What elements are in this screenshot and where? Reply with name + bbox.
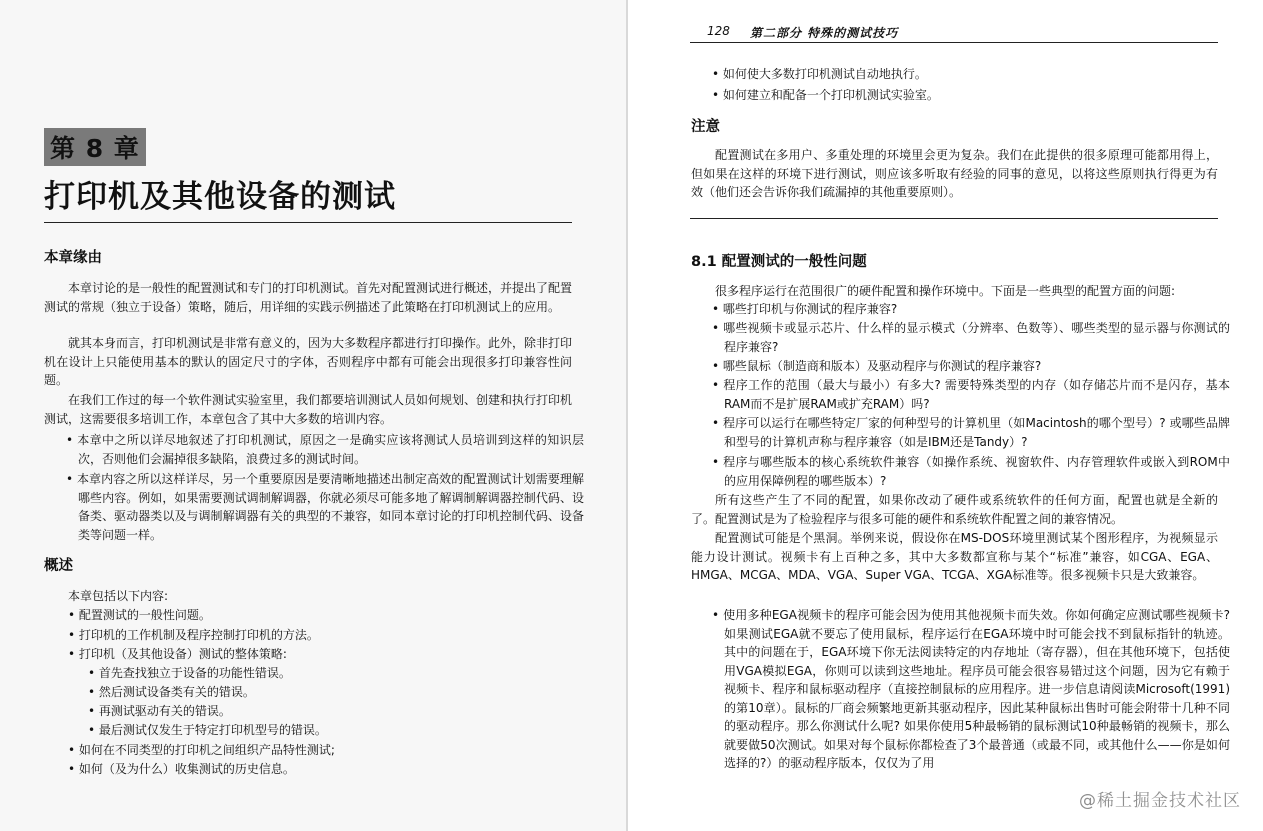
list-item: • 配置测试的一般性问题。 — [68, 608, 211, 622]
overview-intro: 本章包括以下内容: — [68, 589, 169, 603]
bullet-paragraph: • 程序与哪些版本的核心系统软件兼容（如操作系统、视窗软件、内存管理软件或嵌入到ROM中的应用保障例程的哪些版本）? — [712, 455, 1230, 488]
note-text: 配置测试在多用户、多重处理的环境里会更为复杂。我们在此提供的很多原理可能都用得上，但如果在这样的环境下进行测试，则应该多听取有经验的同事的意见，以将这些原则执行得更为有效（他们还会告诉你我们疏漏掉的其他重要原则）。 — [691, 148, 1218, 199]
list-item: • 如何（及为什么）收集测试的历史信息。 — [68, 762, 295, 776]
list-item: • 再测试驱动有关的错误。 — [88, 704, 231, 718]
paragraph: 所有这些产生了不同的配置，如果你改动了硬件或系统软件的任何方面，配置也就是全新的了。配置测试是为了检验程序与很多可能的硬件和系统软件配置之间的兼容情况。 — [691, 493, 1218, 526]
running-head: 第二部分 特殊的测试技巧 — [750, 26, 899, 40]
section-heading-8-1: 8.1 配置测试的一般性问题 — [691, 254, 867, 270]
note-heading: 注意 — [691, 119, 720, 135]
list-item: • 打印机（及其他设备）测试的整体策略: — [68, 647, 287, 661]
chapter-label: 第 8 章 — [44, 128, 146, 166]
bullet-paragraph: • 哪些鼠标（制造商和版本）及驱动程序与你测试的程序兼容? — [712, 359, 1042, 373]
list-item: • 如何使大多数打印机测试自动地执行。 — [712, 67, 927, 81]
bullet-paragraph: • 程序工作的范围（最大与最小）有多大? 需要特殊类型的内存（如存储芯片而不是闪存，基本RAM而不是扩展RAM或扩充RAM）吗? — [712, 378, 1230, 411]
section-intro: 很多程序运行在范围很广的硬件配置和操作环境中。下面是一些典型的配置方面的问题: — [715, 284, 1176, 298]
paragraph: 就其本身而言，打印机测试是非常有意义的，因为大多数程序都进行打印操作。此外，除非打印机在设计上只能使用基本的默认的固定尺寸的字体，否则程序中都有可能会出现很多打印兼容性问题。 — [44, 336, 573, 387]
bullet-paragraph: • 本章中之所以详尽地叙述了打印机测试，原因之一是确实应该将测试人员培训到这样的知识层次，否则他们会漏掉很多缺陷，浪费过多的测试时间。 — [66, 433, 584, 466]
bullet-paragraph: • 本章内容之所以这样详尽，另一个重要原因是要清晰地描述出制定高效的配置测试计划需要理解哪些内容。例如，如果需要测试调制解调器，你就必须尽可能多地了解调制解调器控制代码、设备类、驱动器类以及与调制解调器有关的典型的不兼容，如同本章讨论的打印机控制代码、设备类等问题一样。 — [66, 472, 584, 542]
paragraph: 本章讨论的是一般性的配置测试和专门的打印机测试。首先对配置测试进行概述，并提出了配置测试的常规（独立于设备）策略，随后，用详细的实践示例描述了此策略在打印机测试上的应用。 — [44, 281, 573, 314]
bullet-paragraph: • 哪些打印机与你测试的程序兼容? — [712, 302, 898, 316]
bullet-paragraph: • 哪些视频卡或显示芯片、什么样的显示模式（分辨率、色数等）、哪些类型的显示器与你测试的程序兼容? — [712, 321, 1230, 354]
section-heading-reason: 本章缘由 — [44, 250, 102, 266]
paragraph: 在我们工作过的每一个软件测试实验室里，我们都要培训测试人员如何规划、创建和执行打印机测试，这需要很多培训工作，本章包含了其中大多数的培训内容。 — [44, 393, 573, 426]
bullet-paragraph: • 使用多种EGA视频卡的程序可能会因为使用其他视频卡而失效。你如何确定应测试哪些视频卡? 如果测试EGA就不要忘了使用鼠标，程序运行在EGA环境中时可能会找不到鼠标指针的轨迹。其中的问题在于，EGA环境下你无法阅读特定的内存地址（寄存器），但在其他环境下，包括使用VGA模拟EGA，你则可以读到这些地址。程序员可能会很容易错过这个问题，因为它有赖于视频卡、程序和鼠标驱动程序（直接控制鼠标的应用程序。进一步信息请阅读Microsoft(1991)的第10章）。鼠标的厂商会频繁地更新其驱动程序，因此某种鼠标出售时可能会附带十几种不同的驱动程序。那么你测试什么呢? 如果你使用5种最畅销的鼠标测试10种最畅销的视频卡，那么就要做50次测试。如果对每个鼠标你都检查了3个最普通（或最不同，或其他什么——你是如何选择的?）的驱动程序版本，仅仅为了用 — [712, 608, 1230, 770]
bullet-paragraph: • 程序可以运行在哪些特定厂家的何种型号的计算机里（如Macintosh的哪个型号）? 或哪些品牌和型号的计算机声称与程序兼容（如是IBM还是Tandy）? — [712, 416, 1230, 449]
list-item: • 打印机的工作机制及程序控制打印机的方法。 — [68, 628, 319, 642]
list-item: • 如何建立和配备一个打印机测试实验室。 — [712, 88, 939, 102]
list-item: • 首先查找独立于设备的功能性错误。 — [88, 666, 291, 680]
note-divider — [690, 218, 1218, 219]
paragraph: 配置测试可能是个黑洞。举例来说，假设你在MS-DOS环境里测试某个图形程序，为视频显示能力设计测试。视频卡有上百种之多，其中大多数都宣称与某个“标准”兼容，如CGA、EGA、HMGA、MCGA、MDA、VGA、Super VGA、TCGA、XGA标准等。很多视频卡只是大致兼容。 — [691, 531, 1218, 582]
list-item: • 最后测试仅发生于特定打印机型号的错误。 — [88, 723, 327, 737]
page-number: 128 — [707, 24, 730, 38]
chapter-title: 打印机及其他设备的测试 — [44, 179, 396, 215]
list-item: • 如何在不同类型的打印机之间组织产品特性测试; — [68, 743, 335, 757]
header-rule — [690, 42, 1218, 43]
list-item: • 然后测试设备类有关的错误。 — [88, 685, 255, 699]
watermark: @稀土掘金技术社区 — [1079, 791, 1241, 811]
section-heading-overview: 概述 — [44, 558, 73, 574]
